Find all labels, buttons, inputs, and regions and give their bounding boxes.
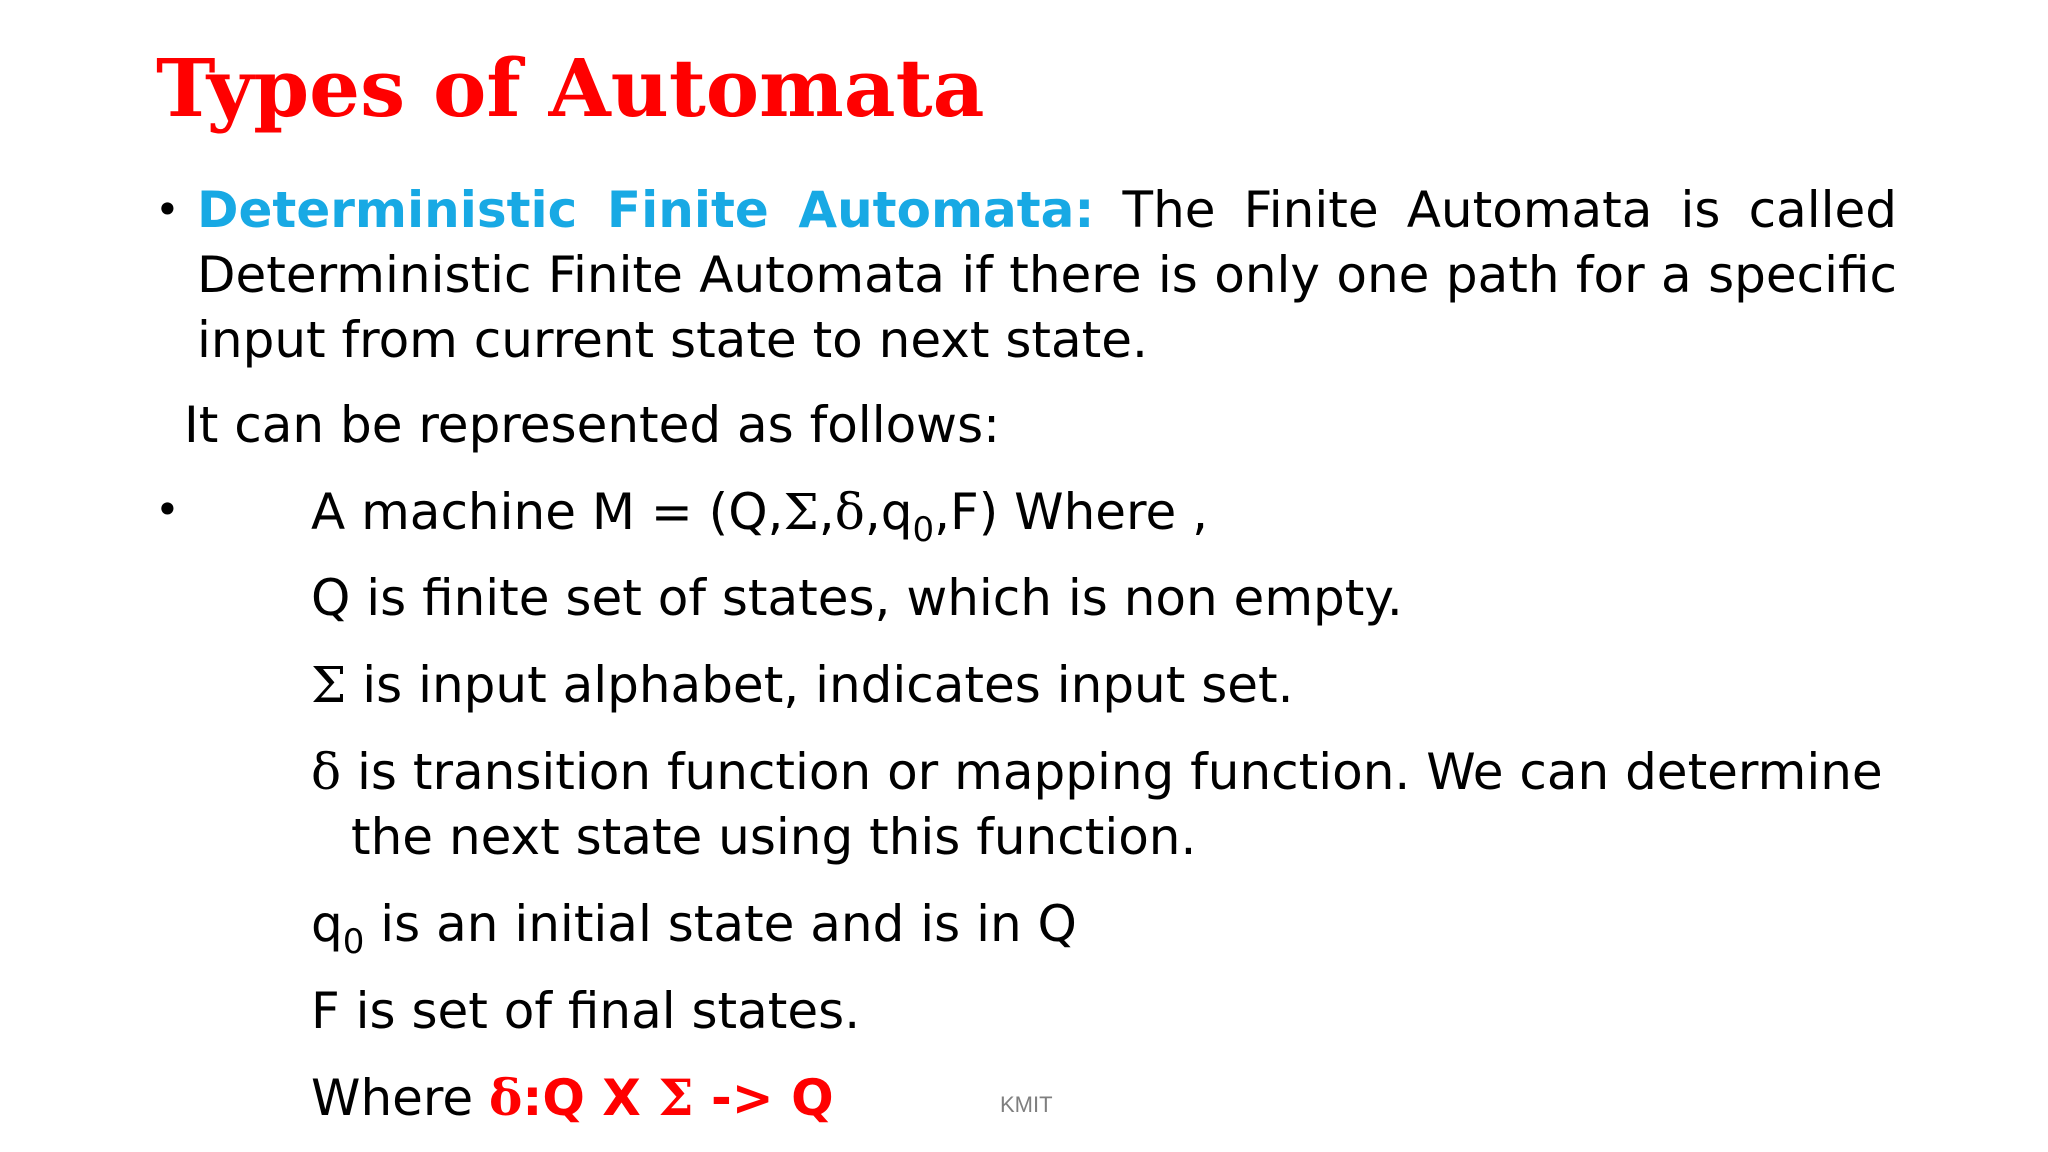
dfa-term: Deterministic Finite Automata: [197, 181, 1095, 239]
sigma-symbol: Σ [783, 483, 819, 541]
dfa-definition-paragraph [197, 178, 1897, 373]
bullet-dot: • [155, 485, 180, 534]
bullet-dot: • [155, 185, 180, 234]
transition-formula-expression: δ:Q X Σ -> Q [489, 1068, 834, 1127]
delta-definition: δ is transition function or mapping function. We can determine [311, 743, 1883, 801]
q-definition: Q is finite set of states, which is non empty. [311, 569, 1403, 627]
slide-title: Types of Automata [156, 41, 985, 135]
intro-text: It can be represented as follows: [184, 396, 1000, 454]
footer-label: KMIT [1000, 1092, 1053, 1117]
dfa-definition-text: The Finite Automata is called Deterministic Finite Automata if there is only one path for a specific input from current state to next state. [197, 181, 1897, 369]
delta-symbol: δ [489, 1068, 523, 1127]
sigma-definition: Σ is input alphabet, indicates input set. [311, 656, 1294, 714]
transition-formula: Where δ:Q X Σ -> Q [311, 1068, 834, 1127]
sigma-symbol: Σ [658, 1068, 694, 1127]
delta-symbol: δ [834, 483, 865, 541]
f-definition: F is set of final states. [311, 982, 861, 1040]
delta-symbol: δ [311, 743, 342, 801]
delta-definition-continuation: the next state using this function. [351, 808, 1197, 866]
sigma-symbol: Σ [311, 656, 347, 714]
q0-definition: $q_0$ is an initial state and is in Q [311, 895, 1077, 962]
machine-definition: A machine $M = (Q,\Sigma,\delta,q_0,F)$ Where , [311, 483, 1209, 550]
